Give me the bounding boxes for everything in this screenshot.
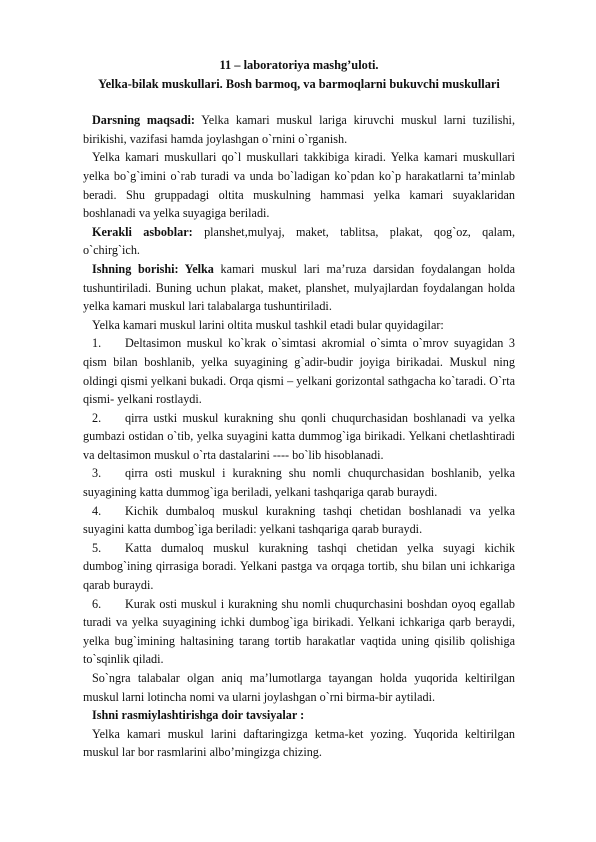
list-item-text: Kichik dumbaloq muskul kurakning tashqi chetidan boshlanadi va yelka suyagini katta dumbog`iga beriladi: yelkani tashqariga qarab buraydi. <box>83 503 515 537</box>
list-item-text: Katta dumaloq muskul kurakning tashqi chetidan yelka suyagi kichik dumbog`ining qirrasiga boradi. Yelkani pastga va orqaga tortib, shu bilan uni ichkariga qarab buraydi. <box>83 540 515 593</box>
list-item-2 <box>83 409 515 465</box>
intro-paragraph: Yelka kamari muskullari qo`l muskullari takkibiga kiradi. Yelka kamari muskullari yelka bo`g`imini o`rab turadi va unda bo`ladigan ko`pdan ko`p harakatlarni ta’minlab beradi. Shu gruppadagi oltita muskulning hammasi yelka kamari suyaklaridan boshlanadi va yelka suyagiga beriladi. <box>83 150 515 221</box>
equipment-text: planshet,mulyaj, maket, tablitsa, plakat, qog`oz, qalam, o`chirg`ich. <box>83 224 515 258</box>
lab-title: 11 – laboratoriya mashg’uloti. <box>219 58 379 72</box>
list-item-number: 2. <box>92 410 102 425</box>
list-item-number: 3. <box>92 466 102 481</box>
list-item-1 <box>83 334 515 408</box>
equipment-label: Kerakli asboblar: <box>92 224 193 239</box>
procedure-text: kamari muskul lari ma’ruza darsidan foydalangan holda tushuntiriladi. Buning uchun plakat, maket, planshet, mulyajlardan foydalangan holda yelka kamari muskul lari talabalarga tushuntiriladi. <box>83 261 515 314</box>
task-paragraph: So`ngra talabalar olgan aniq ma’lumotlarga tayangan holda yuqorida keltirilgan muskul larni lotincha nomi va ularni joylashgan o`rni birma-bir aytiladi. <box>83 671 515 704</box>
aim-label: Darsning maqsadi: <box>92 113 195 128</box>
list-item-text: Deltasimon muskul ko`krak o`simtasi akromial o`simta o`mrov suyagidan 3 qism bilan boshlanib, yelka suyagining g`adir-budir joyiga birikadai. Muskul ning oldingi qismi yelkani bukadi. Orqa qismi – yelkani gorizontal sathgacha ko`taradi. O`rta qismi- yelkani rostlaydi. <box>83 336 515 407</box>
list-item-number: 6. <box>92 596 102 611</box>
list-item-text: qirra ustki muskul kurakning shu qonli chuqurchasidan boshlanadi va yelka gumbazi ostidan o`tib, yelka suyagini katta dummog`iga birikadi. Yelkani chetlashtiradi va deltasimon muskul o`rta dastalarini ---- bo`lib hisoblanadi. <box>83 410 515 462</box>
list-intro: Yelka kamari muskul larini oltita muskul tashkil etadi bular quyidagilar: <box>92 317 444 332</box>
procedure-label: Ishning borishi: Yelka <box>92 261 214 276</box>
list-item-6 <box>83 595 515 669</box>
list-item-number: 5. <box>92 540 102 555</box>
lab-subtitle: Yelka-bilak muskullari. Bosh barmoq, va barmoqlarni bukuvchi muskullari <box>98 76 500 91</box>
list-item-number: 1. <box>92 336 102 351</box>
equipment-paragraph <box>83 223 515 260</box>
list-item-4 <box>83 502 515 539</box>
list-item-text: qirra osti muskul i kurakning shu nomli chuqurchasidan boshlanib, yelka suyagining katta dummog`iga beriladi, yelkani tashqariga qarab buraydi. <box>83 466 515 500</box>
document-body <box>83 56 515 762</box>
list-item-5 <box>83 539 515 595</box>
formatting-paragraph: Yelka kamari muskul larini daftaringizga ketma-ket yozing. Yuqorida keltirilgan muskul lar bor rasmlarini albo’mingizga chizing. <box>83 726 515 760</box>
list-item-number: 4. <box>92 503 102 518</box>
aim-text: Yelka kamari muskul lariga kiruvchi muskul larni tuzilishi, birikishi, vazifasi hamda joylashgan o`rnini o`rganish. <box>83 113 515 146</box>
list-item-3 <box>83 464 515 501</box>
formatting-heading: Ishni rasmiylashtirishga doir tavsiyalar : <box>92 708 305 723</box>
aim-paragraph <box>83 111 515 148</box>
procedure-paragraph <box>83 260 515 316</box>
list-item-text: Kurak osti muskul i kurakning shu nomli chuqurchasini boshdan oyoq egallab turadi va yelka suyagining ichki dumbog`iga birikadi. Yelkani ichkariga qarb beraydi, yelka bug`imining haltasining tarang tortib harakatlar vaqtida uning qisilib qolishiga to`sqinlik qiladi. <box>83 596 515 667</box>
